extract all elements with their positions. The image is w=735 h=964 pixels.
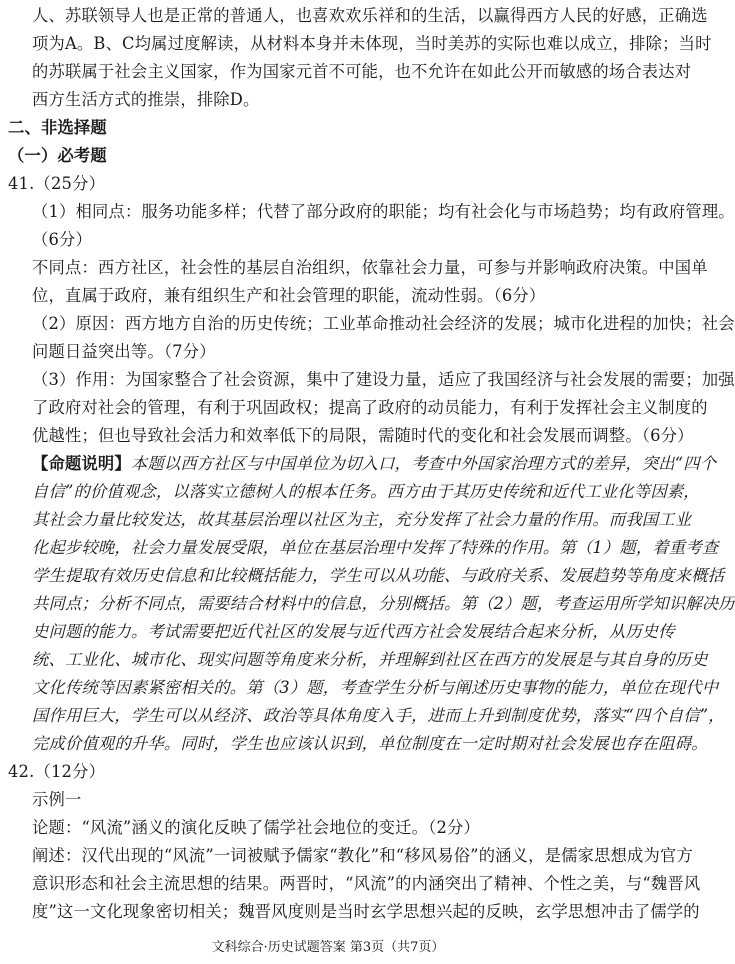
explanation-line xyxy=(32,450,717,478)
text-line: 度”这一文化现象密切相关；魏晋风度则是当时玄学思想兴起的反映，玄学思想冲击了儒学的 xyxy=(32,902,700,921)
text-line: （1）相同点：服务功能多样；代替了部分政府的职能；均有社会化与市场趋势；均有政府管理。 xyxy=(32,202,735,221)
text-line: （2）原因：西方地方自治的历史传统；工业革命推动社会经济的发展；城市化进程的加快；社会 xyxy=(32,314,735,333)
question-number: 42.（12分） xyxy=(8,762,106,781)
explanation-line: 学生提取有效历史信息和比较概括能力，学生可以从功能、与政府关系、发展趋势等角度来概括 xyxy=(32,566,725,585)
example-heading: 示例一 xyxy=(32,790,82,809)
explanation-line: 完成价值观的升华。同时，学生也应该认识到，单位制度在一定时期对社会发展也存在阻碍。 xyxy=(32,734,708,753)
text-line: 不同点：西方社区，社会性的基层自治组织，依靠社会力量，可参与并影响政府决策。中国单 xyxy=(32,258,708,277)
text-line: 了政府对社会的管理，有利于巩固政权；提高了政府的动员能力，有利于发挥社会主义制度的 xyxy=(32,398,708,417)
page-footer: 文科综合·历史试题答案 第3页（共7页） xyxy=(211,940,445,955)
text-line: （6分） xyxy=(32,230,93,249)
text-line: （3）作用：为国家整合了社会资源，集中了建设力量，适应了我国经济与社会发展的需要；加强 xyxy=(32,370,735,389)
text-line: 阐述：汉代出现的“风流”一词被赋予儒家“教化”和“移风易俗”的涵义，是儒家思想成为官方 xyxy=(32,846,693,865)
explanation-line: 其社会力量比较发达，故其基层治理以社区为主，充分发挥了社会力量的作用。而我国工业 xyxy=(32,510,692,529)
explanation-line: 文化传统等因素紧密相关的。第（3）题，考查学生分析与阐述历史事物的能力，单位在现代中 xyxy=(32,678,719,697)
text-line: 位，直属于政府，兼有组织生产和社会管理的职能，流动性弱。（6分） xyxy=(32,286,546,305)
subsection-heading: （一）必考题 xyxy=(8,146,107,165)
question-number: 41.（25分） xyxy=(8,174,106,193)
text-line: 的苏联属于社会主义国家，作为国家元首不可能，也不允许在如此公开而敏感的场合表达对 xyxy=(32,62,692,81)
explanation-line: 国作用巨大，学生可以从经济、政治等具体角度入手，进而上升到制度优势，落实“四个自信”， xyxy=(32,706,725,725)
explanation-line: 共同点；分析不同点，需要结合材料中的信息，分别概括。第（2）题，考查运用所学知识解决历 xyxy=(32,594,735,613)
explanation-line: 自信”的价值观念，以落实立德树人的根本任务。西方由于其历史传统和近代工业化等因素， xyxy=(32,482,700,501)
text-line: 人、苏联领导人也是正常的普通人，也喜欢欢乐祥和的生活，以赢得西方人民的好感，正确选 xyxy=(32,6,708,25)
text-line: 意识形态和社会主流思想的结果。两晋时，“风流”的内涵突出了精神、个性之美，与“魏晋风 xyxy=(32,874,701,893)
note-label: 【命题说明】 xyxy=(32,454,131,473)
explanation-line: 统、工业化、城市化、现实问题等角度来分析，并理解到社区在西方的发展是与其自身的历史 xyxy=(32,650,708,669)
text-line: 西方生活方式的推崇，排除D。 xyxy=(32,90,260,109)
text-line: 问题日益突出等。（7分） xyxy=(32,342,216,361)
section-heading: 二、非选择题 xyxy=(8,118,107,137)
explanation-line: 化起步较晚，社会力量发展受限，单位在基层治理中发挥了特殊的作用。第（1）题，着重考查 xyxy=(32,538,719,557)
explanation-text: 本题以西方社区与中国单位为切入口，考查中外国家治理方式的差异，突出“四个 xyxy=(130,454,717,473)
text-line: 论题：“风流”涵义的演化反映了儒学社会地位的变迁。（2分） xyxy=(32,818,480,837)
text-line: 项为A。B、C均属过度解读，从材料本身并未体现，当时美苏的实际也难以成立，排除；当时 xyxy=(32,34,712,53)
explanation-line: 史问题的能力。考试需要把近代社区的发展与近代西方社会发展结合起来分析，从历史传 xyxy=(32,622,675,641)
text-line: 优越性；但也导致社会活力和效率低下的局限，需随时代的变化和社会发展而调整。（6分） xyxy=(32,426,694,445)
